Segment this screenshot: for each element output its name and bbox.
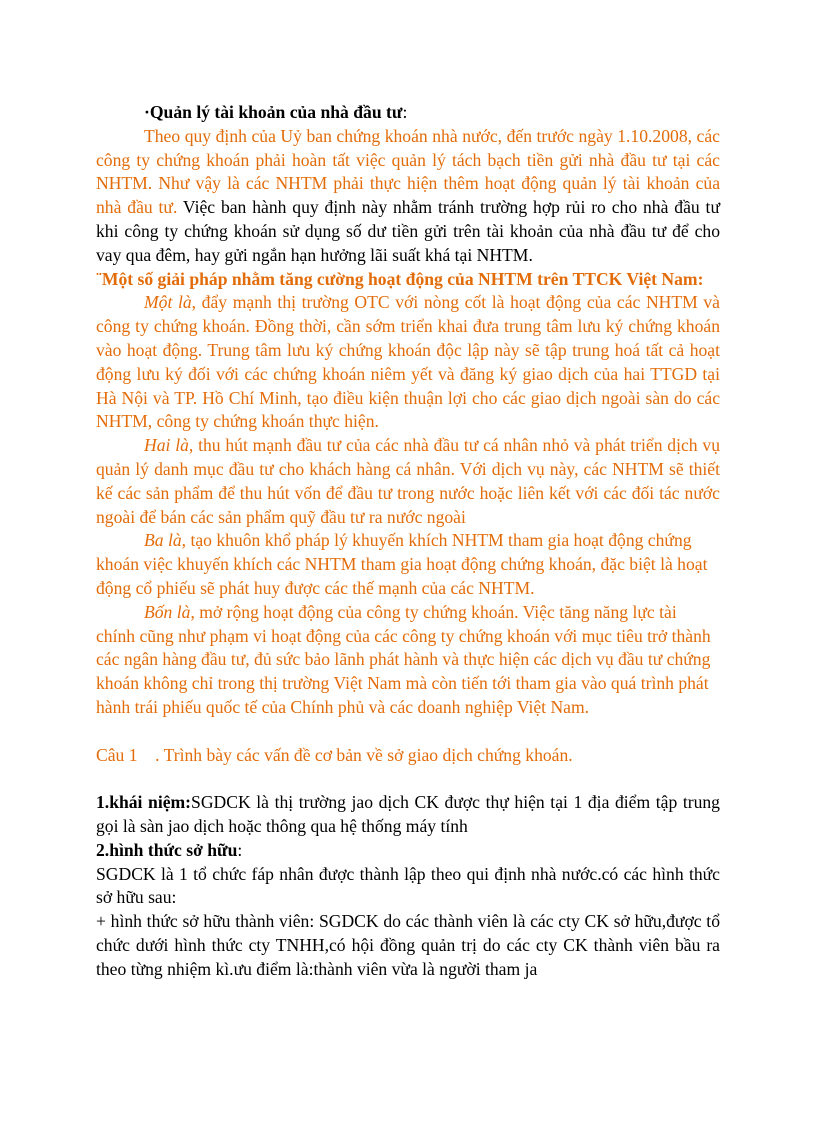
solution-item: Hai là, thu hút mạnh đầu tư của các nhà đầu tư cá nhân nhỏ và phát triển dịch vụ quản lý danh mục đầu tư cho khách hàng cá nhân. Với dịch vụ này, các NHTM sẽ thiết kế các sản phẩm để thu hút vốn để đầu tư trong nước hoặc liên kết với các đối tác nước ngoài để bán các sản phẩm quỹ đầu tư ra nước ngoài (96, 435, 720, 527)
spacer (96, 767, 720, 791)
paragraph-account-management (96, 125, 720, 268)
solution-item: Ba là, tạo khuôn khổ pháp lý khuyến khích NHTM tham gia hoạt động chứng khoán việc khuyến khích các NHTM tham gia hoạt động chứng khoán, đặc biệt là hoạt động cổ phiếu sẽ phát huy được các thế mạnh của các NHTM. (96, 530, 708, 598)
solution-item: Bốn là, mở rộng hoạt động của công ty chứng khoán. Việc tăng năng lực tài chính cũng như phạm vi hoạt động của các công ty chứng khoán với mục tiêu trở thành các ngân hàng đầu tư, đủ sức bảo lãnh phát hành và thực hiện các dịch vụ đầu tư chứng khoán không chỉ trong thị trường Việt Nam mà còn tiến tới tham gia vào quá trình phát hành trái phiếu quốc tế của Chính phủ và các doanh nghiệp Việt Nam. (96, 601, 711, 717)
membership-paragraph: + hình thức sở hữu thành viên: SGDCK do các thành viên là các cty CK sở hữu,được tổ chức dưới hình thức cty TNHH,có hội đồng quản trị do các cty CK thành viên bầu ra theo từng nhiệm kì.ưu điểm là:thành viên vừa là người tham ja (96, 911, 720, 979)
ownership-heading: 2.hình thức sở hữu: (96, 839, 243, 860)
spacer (96, 720, 720, 744)
section-heading-solutions: ¨Một số giải pháp nhằm tăng cường hoạt động của NHTM trên TTCK Việt Nam: (96, 268, 704, 289)
ownership-paragraph: SGDCK là 1 tổ chức fáp nhân được thành lập theo qui định nhà nước.có các hình thức sở hữu sau: (96, 863, 720, 908)
definition-paragraph: 1.khái niệm:SGDCK là thị trường jao dịch CK được thự hiện tại 1 địa điểm tập trung gọi là sàn jao dịch hoặc thông qua hệ thống máy tính (96, 792, 720, 836)
question-heading: Câu 1 . Trình bày các vấn đề cơ bản về sở giao dịch chứng khoán. (96, 744, 573, 765)
paragraph-orange-text: Theo quy định của Uỷ ban chứng khoán nhà nước, đến trước ngày 1.10.2008, các công ty chứng khoán phải hoàn tất việc quản lý tách bạch tiền gửi nhà đầu tư tại các NHTM. Như vậy là các NHTM phải thực hiện thêm hoạt động quản lý tài khoản của nhà đầu tư. (96, 125, 720, 218)
solution-item: Một là, đẩy mạnh thị trường OTC với nòng cốt là hoạt động của các NHTM và công ty chứng khoán. Đồng thời, cần sớm triển khai đưa trung tâm lưu ký chứng khoán vào hoạt động. Trung tâm lưu ký chứng khoán độc lập này sẽ tập trung hoá tất cả hoạt động lưu ký đối với các chứng khoán niêm yết và đăng ký giao dịch của hai TTGD tại Hà Nội và TP. Hồ Chí Minh, tạo điều kiện thuận lợi cho các giao dịch ngoài sàn do các NHTM, công ty chứng khoán thực hiện. (96, 292, 720, 432)
section-heading-account-management: ·Quản lý tài khoản của nhà đầu tư: (144, 102, 408, 122)
paragraph-black-text: Việc ban hành quy định này nhằm tránh trường hợp rủi ro cho nhà đầu tư khi công ty chứng khoán sử dụng số dư tiền gửi trên tài khoản của nhà đầu tư để cho vay qua đêm, hay gửi ngắn hạn hưởng lãi suất khá tại NHTM. (96, 197, 720, 265)
document-page (96, 101, 720, 981)
